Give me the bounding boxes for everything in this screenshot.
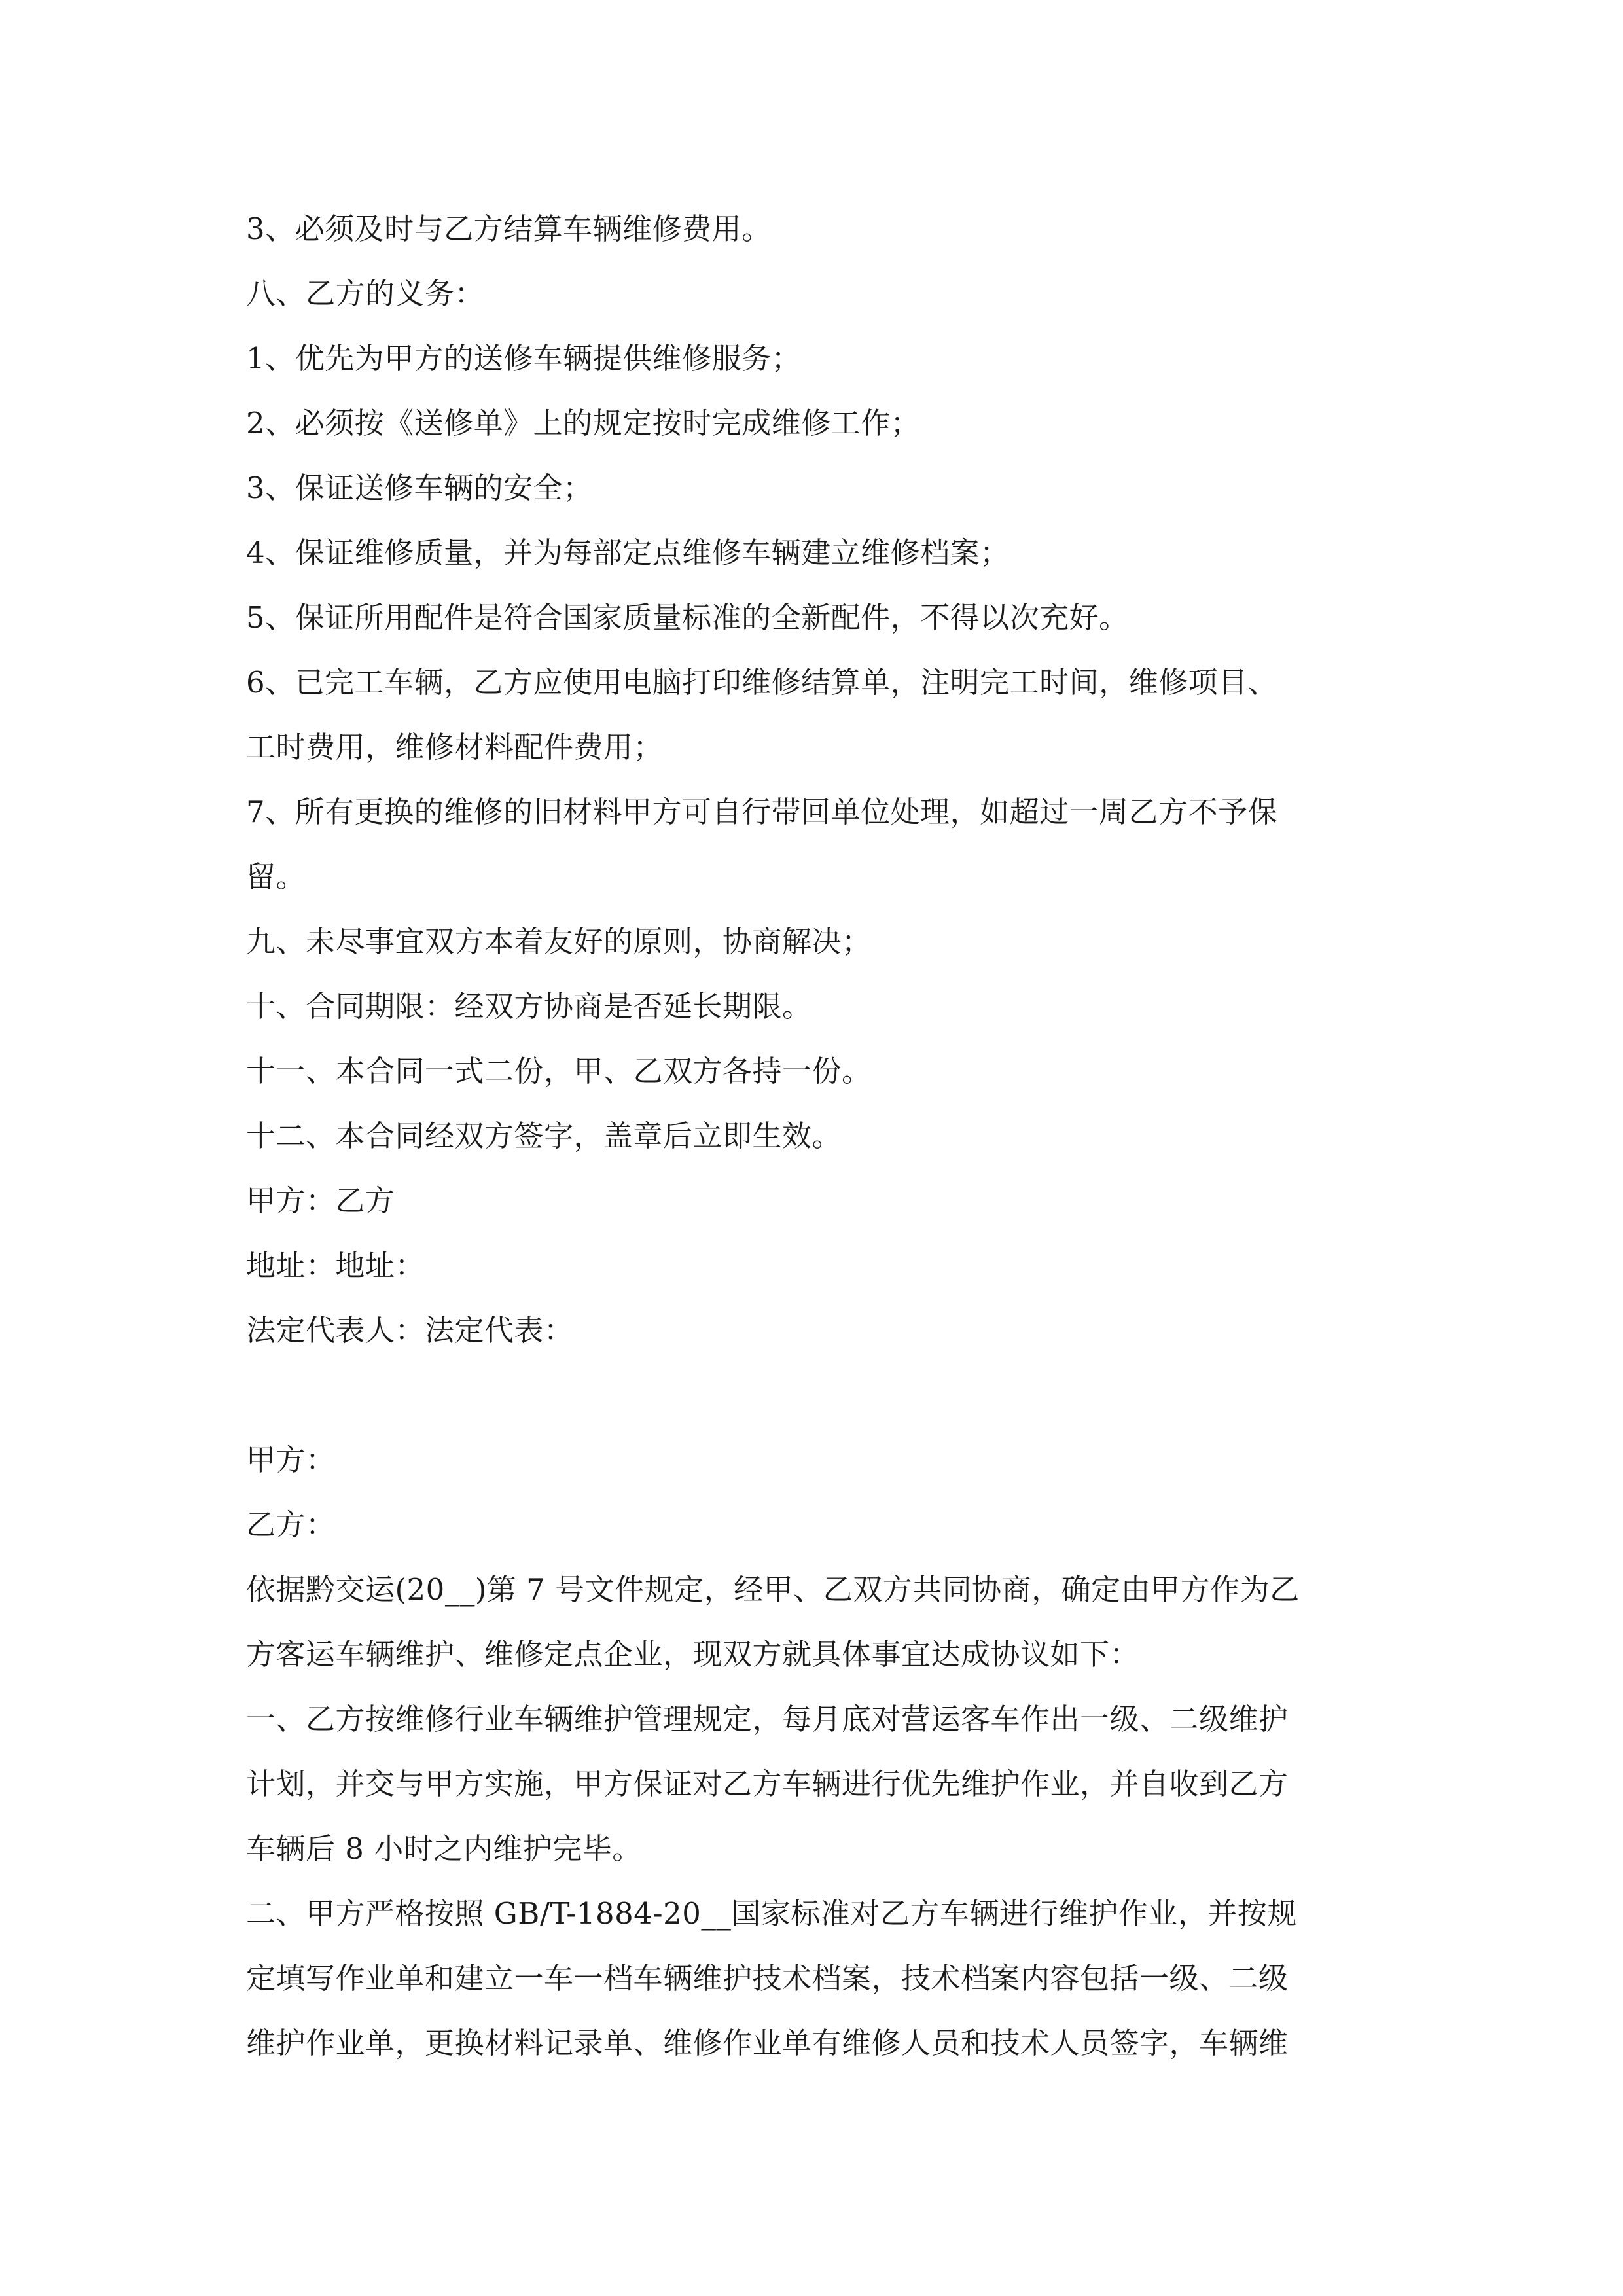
- blank-line: [246, 1363, 1378, 1427]
- article-2-line-cont: 定填写作业单和建立一车一档车辆维护技术档案，技术档案内容包括一级、二级: [246, 1961, 1289, 1996]
- article-1-line: 一、乙方按维修行业车辆维护管理规定，每月底对营运客车作出一级、二级维护: [246, 1702, 1289, 1736]
- document-body: [246, 196, 1378, 2075]
- clause-8-item-3: 3、保证送修车辆的安全；: [246, 471, 593, 505]
- clause-8-item-4: 4、保证维修质量，并为每部定点维修车辆建立维修档案；: [246, 535, 1010, 570]
- article-2-line-end: 维护作业单，更换材料记录单、维修作业单有维修人员和技术人员签字，车辆维: [246, 2026, 1289, 2060]
- clause-7-item-3: 3、必须及时与乙方结算车辆维修费用。: [246, 211, 772, 246]
- clause-8-item-5: 5、保证所用配件是符合国家质量标准的全新配件，不得以次充好。: [246, 600, 1129, 635]
- party-a-line: 甲方：: [246, 1443, 336, 1477]
- clause-8-heading: 八、乙方的义务：: [246, 276, 485, 311]
- article-1-line-end: 车辆后 8 小时之内维护完毕。: [246, 1831, 642, 1866]
- clause-8-item-6: 6、已完工车辆，乙方应使用电脑打印维修结算单，注明完工时间，维修项目、: [246, 665, 1278, 700]
- clause-8-item-1: 1、优先为甲方的送修车辆提供维修服务；: [246, 341, 802, 376]
- clause-11: 十一、本合同一式二份，甲、乙双方各持一份。: [246, 1054, 872, 1088]
- contract-terms-block: [246, 196, 1378, 1363]
- clause-12: 十二、本合同经双方签字，盖章后立即生效。: [246, 1119, 842, 1153]
- party-b-line: 乙方：: [246, 1507, 336, 1542]
- address-line: 地址：地址：: [246, 1248, 425, 1283]
- article-1-line-cont: 计划，并交与甲方实施，甲方保证对乙方车辆进行优先维护作业，并自收到乙方: [246, 1767, 1289, 1801]
- clause-8-item-7-cont: 留。: [246, 859, 306, 894]
- preamble-line-cont: 方客运车辆维护、维修定点企业，现双方就具体事宜达成协议如下：: [246, 1637, 1140, 1672]
- agreement-preamble-block: [246, 1427, 1378, 2075]
- clause-8-item-2: 2、必须按《送修单》上的规定按时完成维修工作；: [246, 406, 921, 440]
- article-2-line: 二、甲方严格按照 GB/T-1884-20__国家标准对乙方车辆进行维护作业，并按规: [246, 1896, 1297, 1931]
- clause-10: 十、合同期限：经双方协商是否延长期限。: [246, 989, 812, 1024]
- preamble-line: 依据黔交运(20__)第 7 号文件规定，经甲、乙双方共同协商，确定由甲方作为乙: [246, 1572, 1300, 1607]
- legal-representative-line: 法定代表人：法定代表：: [246, 1313, 574, 1348]
- clause-9: 九、未尽事宜双方本着友好的原则，协商解决；: [246, 924, 872, 959]
- party-signature-line: 甲方：乙方: [246, 1183, 395, 1218]
- clause-8-item-6-cont: 工时费用，维修材料配件费用；: [246, 730, 664, 764]
- clause-8-item-7: 7、所有更换的维修的旧材料甲方可自行带回单位处理，如超过一周乙方不予保: [246, 795, 1278, 829]
